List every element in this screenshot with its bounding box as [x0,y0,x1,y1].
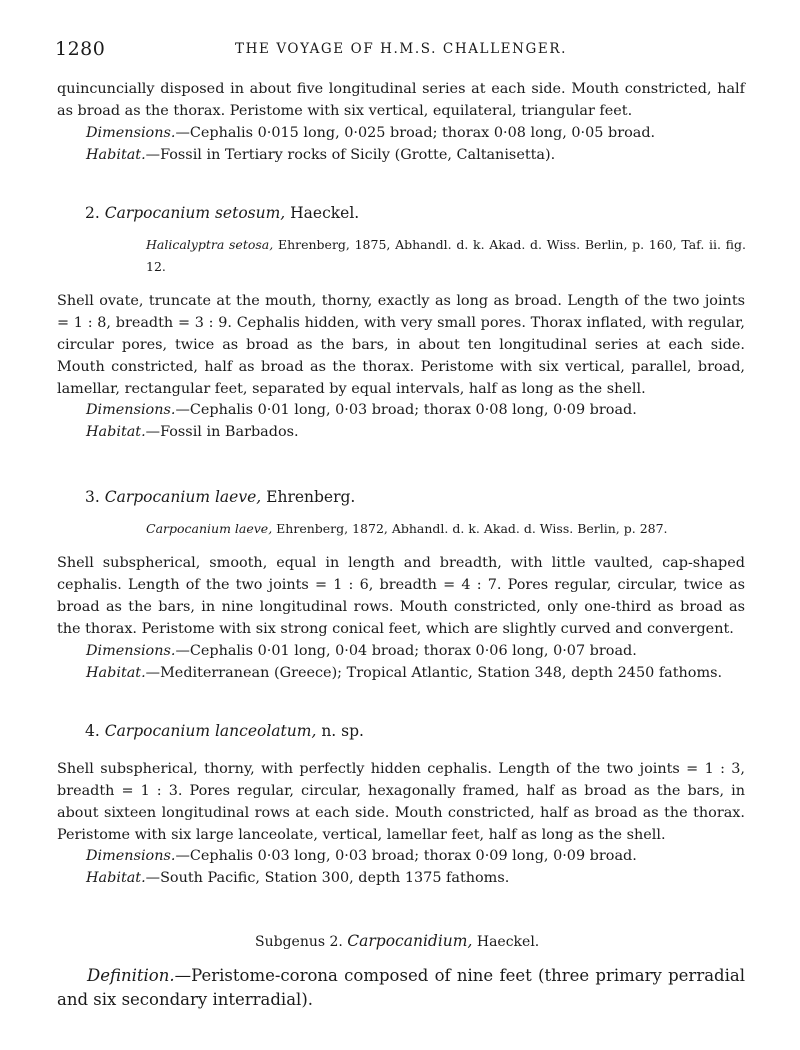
species-habitat [86,421,299,443]
species-description: Shell subspherical, smooth, equal in length and breadth, with little vaulted, cap-shaped cephalis. Length of the two joints = 1 : 6, breadth = 4 : 7. Pores regular, circular, twice as broad as the bars, in nine longitudinal rows. Mouth constricted, only one-third as broad as the thorax. Peristome with six strong conical feet, which are slightly curved and convergent. [57,555,745,637]
species-description: Shell ovate, truncate at the mouth, thorny, exactly as long as broad. Length of the two joints = 1 : 8, breadth = 3 : 9. Cephalis hidden, with very small pores. Thorax inflated, with regular, circular pores, twice as broad as the bars, in about ten longitudinal series at each side. Mouth constricted, half as broad as the thorax. Peristome with six vertical, parallel, broad, lamellar, rectangular feet, separated by equal intervals, half as long as the shell. [57,293,745,397]
habitat-label: Habitat. [86,424,146,440]
species-dimensions [86,845,637,867]
species-dimensions [86,399,637,421]
species-habitat [86,867,509,889]
habitat-text: —Fossil in Tertiary rocks of Sicily (Grotte, Caltanisetta). [145,147,556,163]
dimensions-label: Dimensions. [86,402,176,418]
habitat-text: —South Pacific, Station 300, depth 1375 fathoms. [145,870,510,886]
species-heading [85,204,359,222]
definition-text: —Peristome-corona composed of nine feet (three primary perradial and six secondary interradial). [57,966,745,1009]
species-reference [146,518,746,540]
reference-text: Ehrenberg, 1875, Abhandl. d. k. Akad. d. Wiss. Berlin, p. 160, Taf. ii. fig. 12. [146,237,746,274]
reference-text: Ehrenberg, 1872, Abhandl. d. k. Akad. d. Wiss. Berlin, p. 287. [276,521,668,536]
habitat-label: Habitat. [86,870,146,886]
dimensions-text: —Cephalis 0·03 long, 0·03 broad; thorax 0·09 long, 0·09 broad. [175,848,637,864]
dimensions-label: Dimensions. [86,643,176,659]
subgenus-heading [255,932,539,950]
continuation-dimensions [86,122,655,144]
dimensions-label: Dimensions. [86,848,176,864]
species-description: Shell subspherical, thorny, with perfectly hidden cephalis. Length of the two joints = 1 : 3, breadth = 1 : 3. Pores regular, circular, hexagonally framed, half as broad as the bars, in about sixteen longitudinal rows at each side. Mouth constricted, half as broad as the thorax. Peristome with six large lanceolate, vertical, lamellar feet, half as long as the shell. [57,761,745,843]
species-reference [146,234,746,278]
species-heading [85,488,355,506]
reference-name: Carpocanium laeve, [146,521,273,536]
species-author: n. sp. [321,722,364,740]
species-number: 2. [85,204,100,222]
subgenus-name: Carpocanidium, [347,932,473,950]
definition-label: Definition. [87,966,175,985]
species-habitat [86,662,722,684]
page-number: 1280 [55,38,106,60]
habitat-text: —Fossil in Barbados. [145,424,299,440]
dimensions-label: Dimensions. [86,125,176,141]
continuation-paragraph: quincuncially disposed in about five longitudinal series at each side. Mouth constricted, half as broad as the thorax. Peristome with six vertical, equilateral, triangular feet. [57,81,745,119]
habitat-label: Habitat. [86,665,146,681]
species-dimensions [86,640,637,662]
habitat-label: Habitat. [86,147,146,163]
continuation-habitat [86,144,555,166]
species-name: Carpocanium setosum, [104,204,286,222]
reference-name: Halicalyptra setosa, [146,237,274,252]
species-number: 4. [85,722,100,740]
subgenus-prefix: Subgenus 2. [255,934,343,950]
habitat-text: —Mediterranean (Greece); Tropical Atlantic, Station 348, depth 2450 fathoms. [145,665,723,681]
dimensions-text: —Cephalis 0·01 long, 0·04 broad; thorax 0·06 long, 0·07 broad. [175,643,637,659]
page-header [55,38,745,60]
species-number: 3. [85,488,100,506]
species-heading [85,722,364,740]
dimensions-text: —Cephalis 0·01 long, 0·03 broad; thorax 0·08 long, 0·09 broad. [175,402,637,418]
definition-paragraph [57,964,745,1012]
species-name: Carpocanium lanceolatum, [104,722,317,740]
dimensions-text: —Cephalis 0·015 long, 0·025 broad; thorax 0·08 long, 0·05 broad. [175,125,656,141]
species-author: Haeckel. [290,204,360,222]
subgenus-author: Haeckel. [476,934,540,950]
species-author: Ehrenberg. [266,488,356,506]
species-name: Carpocanium laeve, [104,488,262,506]
running-title: THE VOYAGE OF H.M.S. CHALLENGER. [235,41,568,57]
